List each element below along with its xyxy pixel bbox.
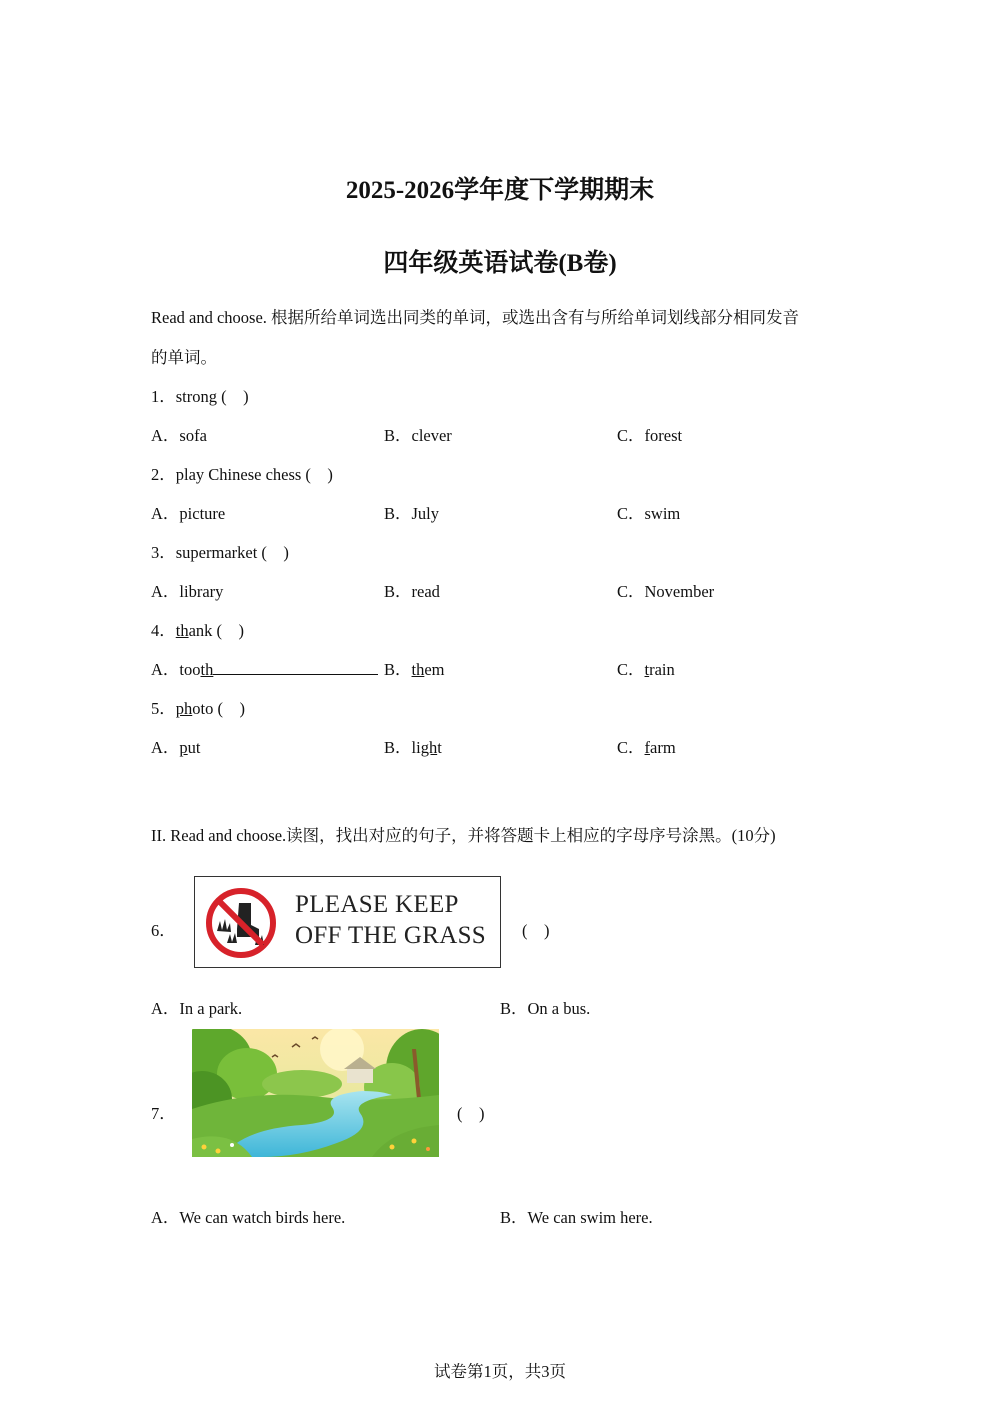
option-text: arm [650, 738, 676, 757]
option-c[interactable] [617, 734, 676, 758]
option-a[interactable]: A．We can watch birds here. [151, 1208, 346, 1227]
question-stem: strong ( ) [175, 387, 249, 406]
option-text: li [411, 738, 421, 757]
option-b[interactable] [384, 734, 442, 758]
option-b[interactable]: B．read [384, 582, 440, 601]
option-label: C． [617, 738, 645, 757]
option-text: em [424, 660, 445, 679]
underlined-letters: t [644, 660, 650, 679]
option-b[interactable]: B．July [384, 504, 440, 523]
sign-text [295, 889, 486, 951]
option-label: B． [384, 738, 412, 757]
question-stem: play Chinese chess ( ) [175, 465, 333, 484]
option-b[interactable]: B．We can swim here. [500, 1208, 653, 1227]
option-b[interactable]: B．On a bus. [500, 999, 591, 1018]
question-number: 3． [151, 543, 176, 562]
option-c[interactable]: C．swim [617, 504, 681, 523]
question-1 [151, 383, 249, 407]
question-2 [151, 461, 333, 485]
underlined-letters: th [200, 660, 214, 679]
section1-instruction-cont: 的单词。 [151, 348, 217, 367]
option-a[interactable]: A．In a park. [151, 999, 243, 1018]
page-footer: 试卷第1页，共3页 [434, 1362, 566, 1381]
answer-paren[interactable]: ( ) [522, 921, 550, 940]
option-a[interactable]: A．library [151, 582, 224, 601]
question-4 [151, 617, 244, 641]
question-stem: oto ( ) [192, 699, 245, 718]
option-a[interactable]: A．sofa [151, 426, 207, 445]
question-number: 5． [151, 699, 176, 718]
page-subtitle: 四年级英语试卷(B卷) [383, 250, 617, 277]
question-number: 2． [151, 465, 176, 484]
option-a[interactable]: A．picture [151, 504, 226, 523]
underlined-letters: p [179, 738, 188, 757]
option-text: too [179, 660, 201, 679]
question-stem: ank ( ) [188, 621, 245, 640]
question-number: 4． [151, 621, 176, 640]
underlined-letters: gh [420, 738, 438, 757]
underlined-letters: ph [175, 699, 193, 718]
question-3 [151, 539, 289, 563]
question-5 [151, 695, 245, 719]
underlined-letters: th [411, 660, 425, 679]
question-stem: supermarket ( ) [175, 543, 289, 562]
option-a[interactable] [151, 656, 378, 680]
option-c[interactable]: C．November [617, 582, 715, 601]
section2-instruction: II. Read and choose.读图，找出对应的句子，并将答题卡上相应的字母序号涂黑。(10分) [151, 826, 776, 845]
option-label: C． [617, 660, 645, 679]
underlined-letters: f [644, 738, 651, 757]
river-park-illustration [192, 1029, 439, 1157]
question-number: 6． [151, 921, 176, 940]
question-number: 1． [151, 387, 176, 406]
option-b[interactable]: B．clever [384, 426, 452, 445]
underlined-letters: th [175, 621, 189, 640]
keep-off-grass-sign [194, 876, 501, 968]
sign-line: OFF THE GRASS [295, 922, 486, 949]
option-label: B． [384, 660, 412, 679]
option-label: A． [151, 660, 180, 679]
option-b[interactable] [384, 656, 445, 680]
option-a[interactable] [151, 734, 201, 758]
option-c[interactable] [617, 656, 675, 680]
river-park-image [192, 1029, 439, 1157]
answer-blank [213, 660, 378, 675]
option-text: ut [187, 738, 201, 757]
option-c[interactable]: C．forest [617, 426, 683, 445]
page-title: 2025-2026学年度下学期期末 [345, 177, 655, 204]
option-text: rain [649, 660, 675, 679]
option-label: A． [151, 738, 180, 757]
answer-paren[interactable]: ( ) [457, 1104, 485, 1123]
section1-instruction: Read and choose. 根据所给单词选出同类的单词，或选出含有与所给单词划线部分相同发音 [151, 308, 800, 327]
sign-line: PLEASE KEEP [295, 891, 459, 918]
no-walking-on-grass-icon [203, 885, 279, 961]
question-number: 7． [151, 1104, 176, 1123]
option-text: t [437, 738, 442, 757]
